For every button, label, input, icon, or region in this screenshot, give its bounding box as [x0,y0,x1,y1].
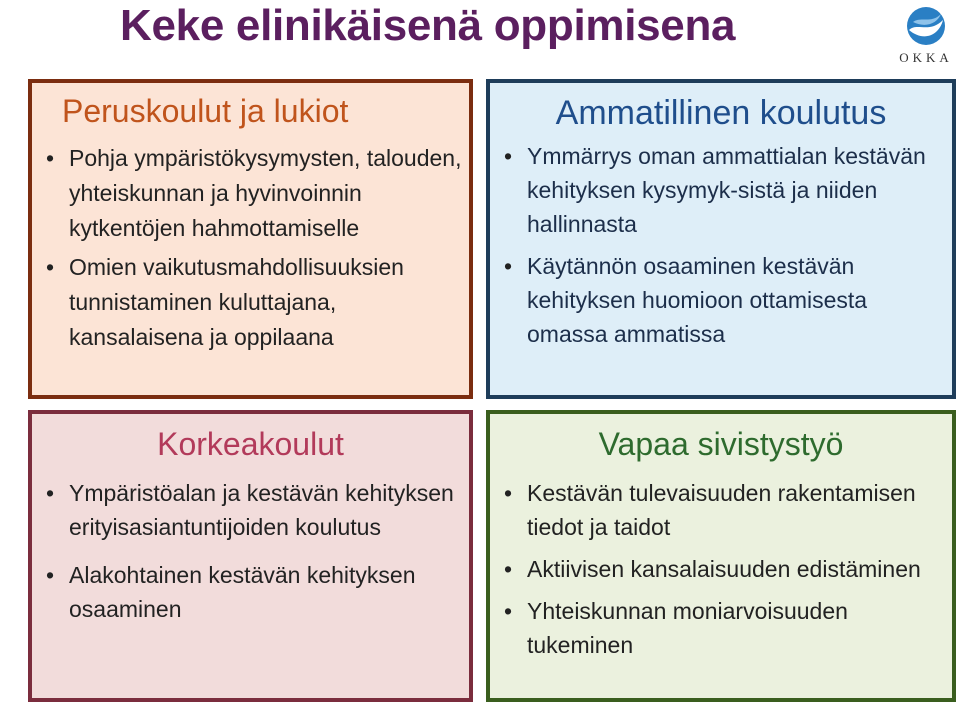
bullet-list-vapaa [490,476,952,662]
bullet-item: • Ymmärrys oman ammattialan kestävän kehityksen kysymyk-sistä ja niiden hallinnasta [490,139,952,241]
bullet-item: • Kestävän tulevaisuuden rakentamisen tiedot ja taidot [490,476,952,544]
okka-logo [895,4,957,66]
bullet-item: • Yhteiskunnan moniarvoisuuden tukeminen [490,594,952,662]
box-heading-peruskoulut: Peruskoulut ja lukiot [62,93,349,129]
bullet-item: • Omien vaikutusmahdollisuuksien tunnistaminen kuluttajana, kansalaisena ja oppilaana [32,250,469,355]
box-peruskoulut [28,79,473,399]
bullet-item: • Ympäristöalan ja kestävän kehityksen erityisasiantuntijoiden koulutus [32,476,469,544]
bullet-item: • Aktiivisen kansalaisuuden edistäminen [490,552,952,586]
box-korkeakoulut [28,410,473,702]
slide-title: Keke elinikäisenä oppimisena [120,1,736,50]
okka-logo-icon [903,4,949,50]
box-vapaa-sivistystyo [486,410,956,702]
bullet-list-ammatillinen [490,139,952,351]
okka-logo-text: OKKA [899,50,953,65]
box-heading-ammatillinen: Ammatillinen koulutus [555,94,887,132]
bullet-list-korkeakoulut [32,476,469,626]
bullet-list-peruskoulut [32,141,469,355]
bullet-item: • Käytännön osaaminen kestävän kehityksen huomioon ottamisesta omassa ammatissa [490,249,952,351]
box-ammatillinen [486,79,956,399]
bullet-item: • Alakohtainen kestävän kehityksen osaaminen [32,558,469,626]
box-heading-korkeakoulut: Korkeakoulut [157,426,344,462]
bullet-item: • Pohja ympäristökysymysten, talouden, yhteiskunnan ja hyvinvoinnin kytkentöjen hahmottamiselle [32,141,469,246]
box-heading-vapaa: Vapaa sivistystyö [598,426,844,462]
